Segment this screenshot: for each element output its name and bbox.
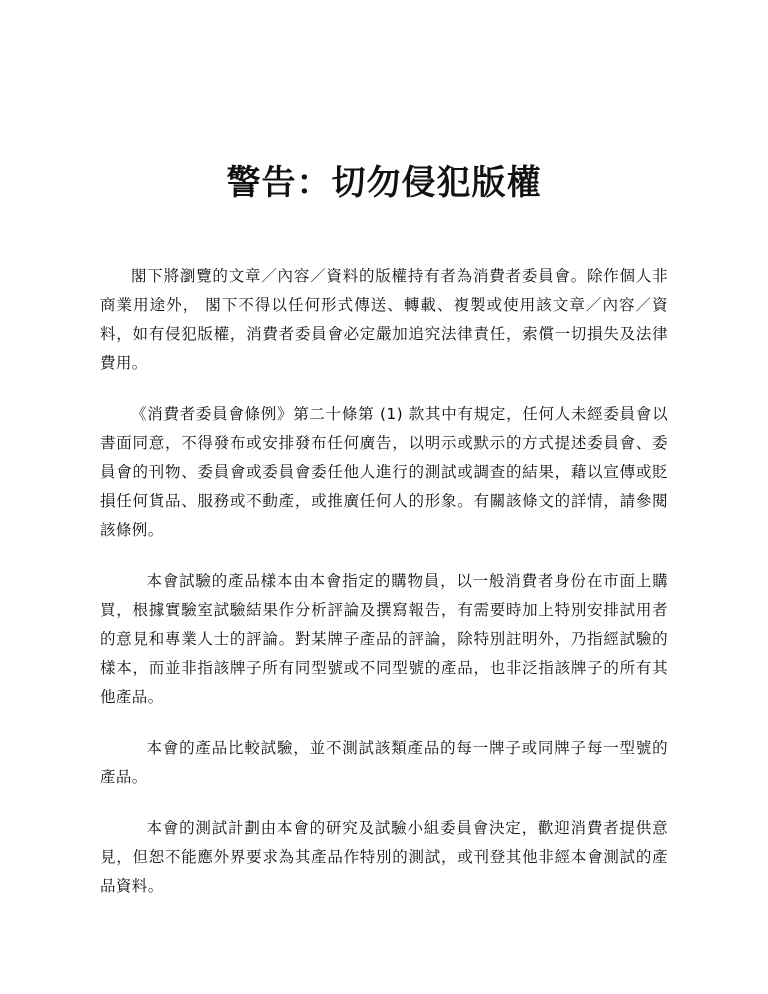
document-body [100,262,668,923]
page-title: 警告：切勿侵犯版權 [226,163,542,203]
paragraph-ordinance: 《消費者委員會條例》第二十條第 (1) 款其中有規定，任何人未經委員會以書面同意，不得發布或安排發布任何廣告，以明示或默示的方式提述委員會、委員會的刊物、委員會或委員會委任他人進行的測試或調查的結果，藉以宣傳或貶損任何貨品、服務或不動產，或推廣任何人的形象。有關該條文的詳情，請參閱該條例。 [100,405,668,539]
paragraph-sample-testing: 本會試驗的產品樣本由本會指定的購物員，以一般消費者身份在市面上購買，根據實驗室試驗結果作分析評論及撰寫報告，有需要時加上特別安排試用者的意見和專業人士的評論。對某牌子產品的評論，除特別註明外，乃指經試驗的樣本，而並非指該牌子所有同型號或不同型號的產品，也非泛指該牌子的所有其他產品。 [100,572,668,706]
paragraph-testing-plan: 本會的測試計劃由本會的研究及試驗小組委員會決定，歡迎消費者提供意見，但恕不能應外界要求為其產品作特別的測試，或刊登其他非經本會測試的產品資料。 [100,819,668,895]
paragraph-copyright-notice: 閣下將瀏覽的文章／內容／資料的版權持有者為消費者委員會。除作個人非商業用途外， 閣下不得以任何形式傳送、轉載、複製或使用該文章／內容／資料，如有侵犯版權，消費者委員會必定嚴加追究法律責任，索償一切損失及法律費用。 [100,267,668,372]
paragraph-comparison-scope: 本會的產品比較試驗，並不測試該類產品的每一牌子或同牌子每一型號的產品。 [100,739,668,786]
